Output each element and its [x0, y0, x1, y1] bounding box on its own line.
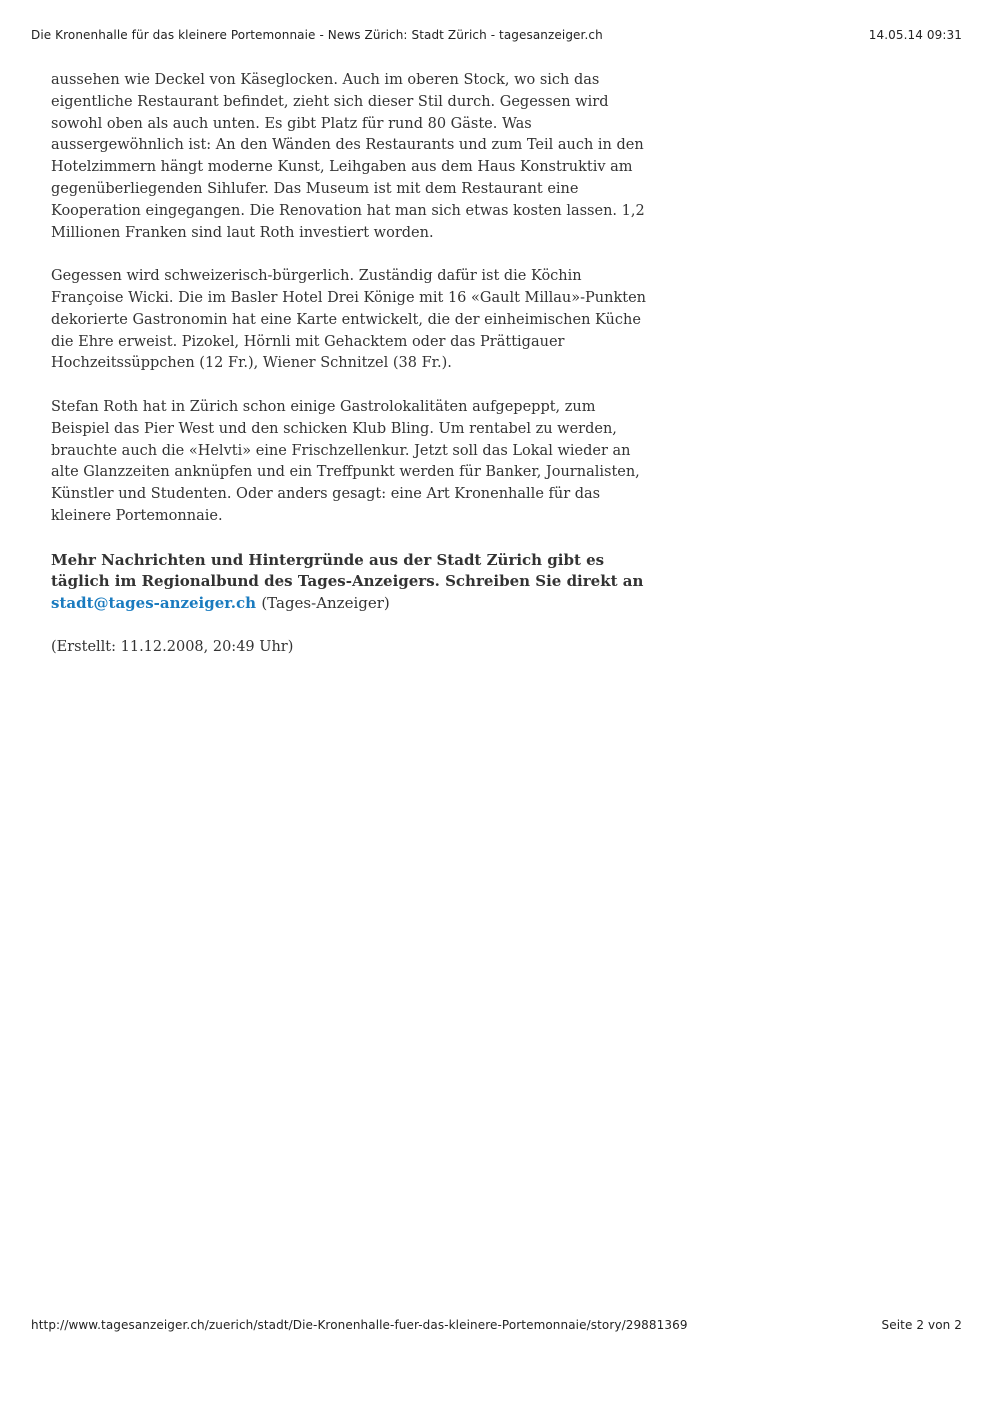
page-url: http://www.tagesanzeiger.ch/zuerich/stadt/Die-Kronenhalle-fuer-das-kleinere-Portemonnaie/story/29881369 — [31, 1318, 688, 1332]
print-footer — [31, 1318, 962, 1332]
promo-text: Mehr Nachrichten und Hintergründe aus der Stadt Zürich gibt es täglich im Regionalbund des Tages-Anzeigers. Schreiben Sie direkt an — [51, 550, 644, 591]
page-title: Die Kronenhalle für das kleinere Portemonnaie - News Zürich: Stadt Zürich - tagesanzeiger.ch — [31, 28, 603, 42]
promo-paragraph — [51, 550, 651, 615]
print-header — [31, 28, 962, 42]
article-body — [51, 70, 651, 680]
article-paragraph: aussehen wie Deckel von Käseglocken. Auch im oberen Stock, wo sich das eigentliche Restaurant befindet, zieht sich dieser Stil durch. Gegessen wird sowohl oben als auch unten. Es gibt Platz für rund 80 Gäste. Was aussergewöhnlich ist: An den Wänden des Restaurants und zum Teil auch in den Hotelzimmern hängt moderne Kunst, Leihgaben aus dem Haus Konstruktiv am gegenüberliegenden Sihlufer. Das Museum ist mit dem Restaurant eine Kooperation eingegangen. Die Renovation hat man sich etwas kosten lassen. 1,2 Millionen Franken sind laut Roth investiert worden. — [51, 72, 645, 241]
article-paragraph: Stefan Roth hat in Zürich schon einige Gastrolokalitäten aufgepeppt, zum Beispiel das Pier West und den schicken Klub Bling. Um rentabel zu werden, brauchte auch die «Helvti» eine Frischzellenkur. Jetzt soll das Lokal wieder an alte Glanzzeiten anknüpfen und ein Treffpunkt werden für Banker, Journalisten, Künstler und Studenten. Oder anders gesagt: eine Art Kronenhalle für das kleinere Portemonnaie. — [51, 398, 640, 524]
email-link[interactable]: stadt@tages-anzeiger.ch — [51, 594, 257, 613]
page-number: Seite 2 von 2 — [881, 1318, 962, 1332]
print-timestamp: 14.05.14 09:31 — [868, 28, 962, 42]
article-paragraph: Gegessen wird schweizerisch-bürgerlich. Zuständig dafür ist die Köchin Françoise Wicki. Die im Basler Hotel Drei Könige mit 16 «Gault Millau»-Punkten dekorierte Gastronomin hat eine Karte entwickelt, die der einheimischen Küche die Ehre erweist. Pizokel, Hörnli mit Gehacktem oder das Prättigauer Hochzeitssüppchen (12 Fr.), Wiener Schnitzel (38 Fr.). — [51, 268, 647, 372]
created-timestamp: (Erstellt: 11.12.2008, 20:49 Uhr) — [51, 638, 294, 655]
source-credit: (Tages-Anzeiger) — [261, 594, 390, 613]
